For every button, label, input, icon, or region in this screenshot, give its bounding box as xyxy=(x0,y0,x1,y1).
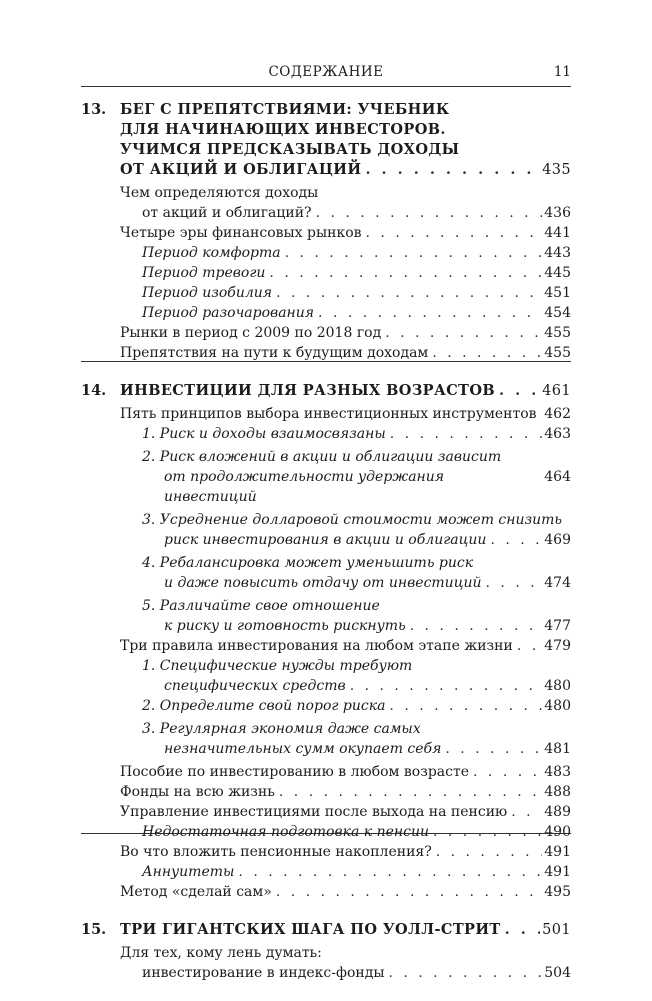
toc-entry[interactable] xyxy=(120,636,571,656)
entry-page: 491 xyxy=(544,844,571,860)
dot-leader xyxy=(436,842,543,862)
dot-leader xyxy=(410,616,543,636)
entry-line: Период тревоги xyxy=(142,265,266,281)
dot-leader xyxy=(366,223,543,243)
entry-page: 495 xyxy=(544,884,571,900)
table-of-contents xyxy=(81,100,571,983)
chapter-13 xyxy=(81,100,571,363)
header-rule xyxy=(81,86,571,87)
chapter-page: 435 xyxy=(542,162,571,178)
toc-entry[interactable] xyxy=(120,223,571,243)
entry-line: Препятствия на пути к будущим доходам xyxy=(120,345,429,361)
entry-line: Во что вложить пенсионные накопления? xyxy=(120,844,432,860)
entry-page: 490 xyxy=(544,824,571,840)
entry-page: 504 xyxy=(544,965,571,981)
chapter-title-line: БЕГ С ПРЕПЯТСТВИЯМИ: УЧЕБНИК xyxy=(120,101,450,118)
entry-line: Рынки в период с 2009 по 2018 год xyxy=(120,325,382,341)
running-header xyxy=(81,62,571,82)
toc-entry[interactable] xyxy=(120,782,571,802)
toc-entry[interactable] xyxy=(120,343,571,363)
dot-leader xyxy=(541,404,543,424)
entry-page: 474 xyxy=(544,575,571,591)
dot-leader xyxy=(499,381,540,401)
entry-line: 5. Различайте свое отношение xyxy=(142,598,380,614)
dot-leader xyxy=(445,739,542,759)
dot-leader xyxy=(433,822,542,842)
dot-leader xyxy=(390,424,543,444)
entry-line: Три правила инвестирования на любом этапе жизни xyxy=(120,638,513,654)
entry-line: инвестирование в индекс-фонды xyxy=(142,965,385,981)
entry-page: 436 xyxy=(544,205,571,221)
dot-leader xyxy=(318,303,542,323)
dot-leader xyxy=(517,636,542,656)
entry-line: Аннуитеты xyxy=(142,864,235,880)
entry-line: 1. Риск и доходы взаимосвязаны xyxy=(142,426,386,442)
toc-subentry[interactable] xyxy=(142,283,571,303)
entry-page: 479 xyxy=(544,638,571,654)
dot-leader xyxy=(486,573,543,593)
entry-line: Недостаточная подготовка к пенсии xyxy=(142,824,429,840)
chapter-title-line: ДЛЯ НАЧИНАЮЩИХ ИНВЕСТОРОВ. xyxy=(120,121,446,138)
dot-leader xyxy=(389,696,542,716)
entry-line: 2. Риск вложений в акции и облигации зависит xyxy=(142,449,502,465)
chapter-title-line: УЧИМСЯ ПРЕДСКАЗЫВАТЬ ДОХОДЫ xyxy=(120,141,460,158)
chapter-number: 13. xyxy=(81,101,107,118)
entry-line: Пособие по инвестированию в любом возрасте xyxy=(120,764,470,780)
entry-line: 1. Специфические нужды требуют xyxy=(142,658,413,674)
toc-subentry[interactable] xyxy=(142,243,571,263)
toc-entry[interactable] xyxy=(120,404,571,424)
page-number: 11 xyxy=(553,64,571,80)
dot-leader xyxy=(432,343,542,363)
dot-leader xyxy=(279,782,542,802)
entry-line: 2. Определите свой порог риска xyxy=(142,698,386,714)
entry-line: Метод «сделай сам» xyxy=(120,884,272,900)
dot-leader xyxy=(473,762,542,782)
entry-page: 483 xyxy=(544,764,571,780)
toc-subentry[interactable] xyxy=(142,424,571,444)
entry-line: специфических средств xyxy=(164,678,346,694)
dot-leader xyxy=(385,323,542,343)
entry-page: 480 xyxy=(544,698,571,714)
entry-line: от продолжительности удержания инвестиций xyxy=(164,469,445,505)
entry-line: Фонды на всю жизнь xyxy=(120,784,275,800)
entry-page: 455 xyxy=(544,325,571,341)
chapter-title-line: ТРИ ГИГАНТСКИХ ШАГА ПО УОЛЛ-СТРИТ xyxy=(120,921,501,938)
dot-leader xyxy=(238,862,542,882)
toc-subentry[interactable] xyxy=(142,822,571,842)
entry-page: 463 xyxy=(544,426,571,442)
entry-line: Для тех, кому лень думать: xyxy=(120,945,322,961)
toc-entry[interactable] xyxy=(120,183,571,223)
toc-subentry[interactable] xyxy=(142,553,571,593)
dot-leader xyxy=(365,160,540,180)
toc-subentry[interactable] xyxy=(142,596,571,636)
entry-page: 462 xyxy=(544,406,571,422)
entry-page: 454 xyxy=(544,305,571,321)
toc-subentry[interactable] xyxy=(142,263,571,283)
toc-entry[interactable] xyxy=(120,323,571,343)
toc-subentry[interactable] xyxy=(142,303,571,323)
chapter-15 xyxy=(81,920,571,983)
chapter-title[interactable] xyxy=(120,381,571,401)
chapter-number: 15. xyxy=(81,921,107,938)
entry-line: 4. Ребалансировка может уменьшить риск xyxy=(142,555,474,571)
entry-line: Пять принципов выбора инвестиционных инструментов xyxy=(120,406,537,422)
chapter-title[interactable] xyxy=(120,100,571,180)
chapter-number: 14. xyxy=(81,382,107,399)
toc-subentry[interactable] xyxy=(142,656,571,696)
entry-line: Чем определяются доходы xyxy=(120,185,319,201)
dot-leader xyxy=(316,203,543,223)
entry-line: Период комфорта xyxy=(142,245,281,261)
toc-subentry[interactable] xyxy=(142,510,571,550)
entry-line: Четыре эры финансовых рынков xyxy=(120,225,362,241)
entry-line: и даже повысить отдачу от инвестиций xyxy=(164,575,482,591)
entry-line: риск инвестирования в акции и облигации xyxy=(164,532,487,548)
dot-leader xyxy=(276,882,542,902)
entry-line: к риску и готовность рискнуть xyxy=(164,618,406,634)
entry-page: 488 xyxy=(544,784,571,800)
toc-entry[interactable] xyxy=(120,943,571,983)
dot-leader xyxy=(511,802,542,822)
entry-page: 469 xyxy=(544,532,571,548)
toc-entry[interactable] xyxy=(120,762,571,782)
entry-line: Управление инвестициями после выхода на пенсию xyxy=(120,804,508,820)
header-title: СОДЕРЖАНИЕ xyxy=(268,64,384,80)
toc-subentry[interactable] xyxy=(142,447,571,507)
toc-entry[interactable] xyxy=(120,802,571,822)
entry-line: 3. Усреднение долларовой стоимости может снизить xyxy=(142,512,563,528)
entry-page: 443 xyxy=(544,245,571,261)
dot-leader xyxy=(269,263,542,283)
dot-leader xyxy=(350,676,543,696)
entry-page: 489 xyxy=(544,804,571,820)
entry-line: Период разочарования xyxy=(142,305,315,321)
toc-entry[interactable] xyxy=(120,842,571,862)
entry-line: 3. Регулярная экономия даже самых xyxy=(142,721,421,737)
toc-subentry[interactable] xyxy=(142,696,571,716)
entry-page: 481 xyxy=(544,741,571,757)
entry-page: 480 xyxy=(544,678,571,694)
toc-subentry[interactable] xyxy=(142,719,571,759)
dot-leader xyxy=(276,283,542,303)
dot-leader xyxy=(490,530,542,550)
entry-line: Период изобилия xyxy=(142,285,273,301)
dot-leader xyxy=(285,243,543,263)
entry-page: 455 xyxy=(544,345,571,361)
chapter-title-line: ИНВЕСТИЦИИ ДЛЯ РАЗНЫХ ВОЗРАСТОВ xyxy=(120,382,496,399)
chapter-page: 461 xyxy=(542,383,571,399)
entry-page: 491 xyxy=(544,864,571,880)
dot-leader xyxy=(388,963,542,983)
entry-page: 477 xyxy=(544,618,571,634)
chapter-page: 501 xyxy=(542,922,571,938)
entry-line: незначительных сумм окупает себя xyxy=(164,741,442,757)
chapter-title-line: ОТ АКЦИЙ И ОБЛИГАЦИЙ xyxy=(120,161,362,178)
entry-page: 445 xyxy=(544,265,571,281)
chapter-title[interactable] xyxy=(120,920,571,940)
chapter-14 xyxy=(81,381,571,902)
toc-subentry[interactable] xyxy=(142,862,571,882)
entry-line: от акций и облигаций? xyxy=(142,205,312,221)
entry-page: 441 xyxy=(544,225,571,241)
toc-entry[interactable] xyxy=(120,882,571,902)
dot-leader xyxy=(505,920,540,940)
entry-page: 464 xyxy=(544,469,571,485)
entry-page: 451 xyxy=(544,285,571,301)
